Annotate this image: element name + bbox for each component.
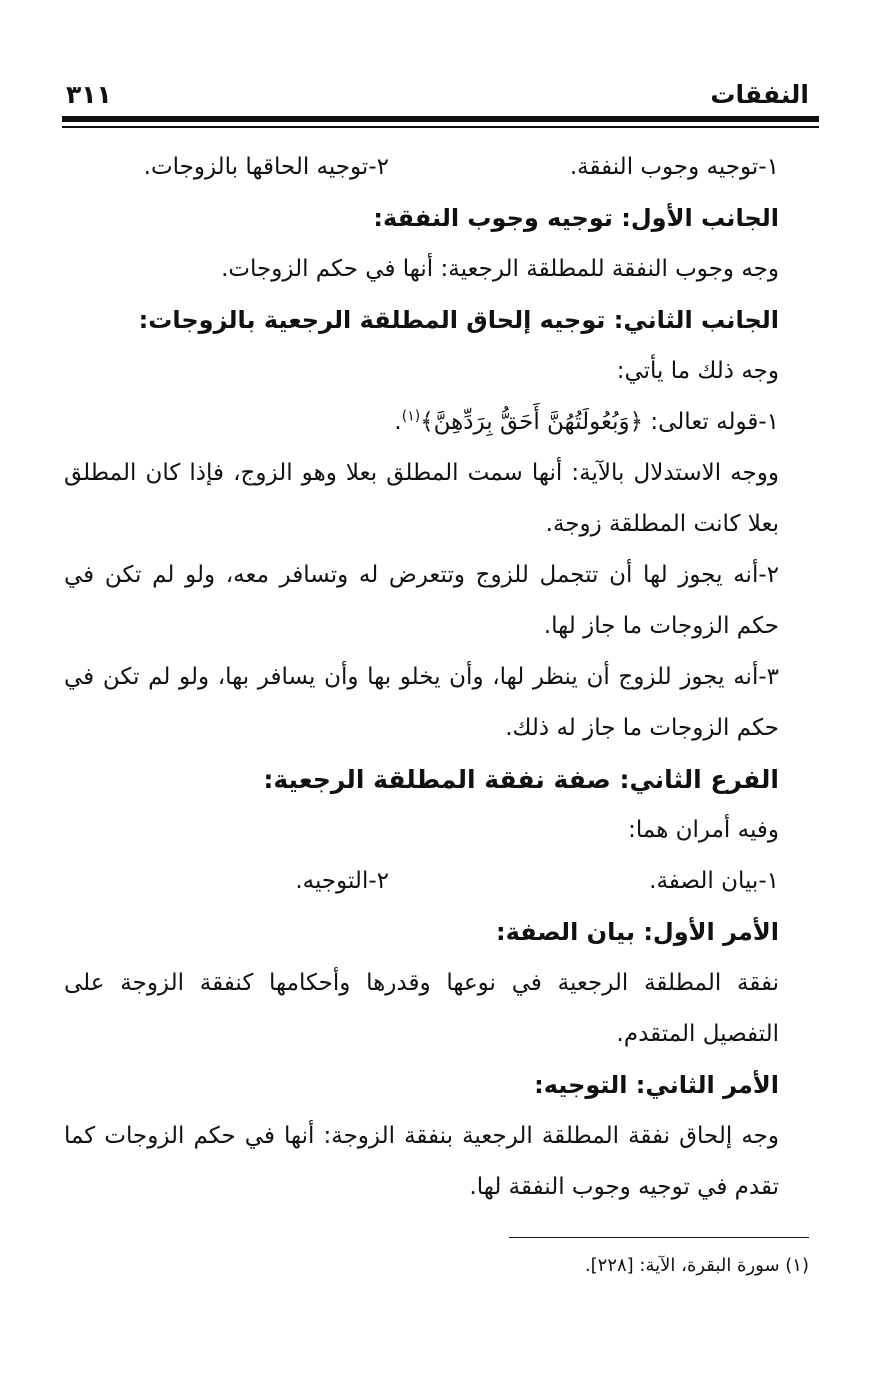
- header-rule-thin: [62, 126, 819, 128]
- pair-item: ٢-التوجيه.: [295, 868, 389, 894]
- punctuation: .: [394, 409, 402, 435]
- footnote-separator: [509, 1237, 809, 1238]
- subsection-heading: الفرع الثاني: صفة نفقة المطلقة الرجعية:: [263, 765, 779, 794]
- paragraph: وجه إلحاق نفقة المطلقة الرجعية بنفقة الزوجة: أنها في حكم الزوجات كما تقدم في توجيه وجوب النفقة لها.: [64, 1123, 779, 1200]
- main-text: [64, 142, 819, 1213]
- pair-item: ١-توجيه وجوب النفقة.: [569, 154, 779, 180]
- pair-item: ٢-توجيه الحاقها بالزوجات.: [143, 154, 389, 180]
- quran-quote-line: [64, 397, 819, 448]
- section-heading: الجانب الأول: توجيه وجوب النفقة:: [373, 204, 779, 232]
- paragraph: ٢-أنه يجوز لها أن تتجمل للزوج وتتعرض له وتسافر معه، ولو لم تكن في حكم الزوجات ما جاز لها.: [64, 562, 779, 639]
- section-heading: الأمر الثاني: التوجيه:: [534, 1071, 779, 1099]
- page-number: ٣١١: [66, 80, 112, 109]
- paragraph: ووجه الاستدلال بالآية: أنها سمت المطلق بعلا وهو الزوج، فإذا كان المطلق بعلا كانت المطلقة زوجة.: [64, 460, 779, 537]
- section-heading: الأمر الأول: بيان الصفة:: [495, 918, 779, 946]
- numbered-pair-2: [64, 856, 819, 907]
- text-line: وجه ذلك ما يأتي:: [616, 358, 779, 384]
- text-line: وجه وجوب النفقة للمطلقة الرجعية: أنها في حكم الزوجات.: [221, 256, 779, 282]
- footnote: (١) سورة البقرة، الآية: [٢٢٨].: [584, 1255, 809, 1276]
- header-rule-thick: [62, 116, 819, 122]
- text-line: وفيه أمران هما:: [628, 817, 779, 843]
- quran-quote: ١-قوله تعالى: ﴿وَبُعُولَتُهُنَّ أَحَقُّ بِرَدِّهِنَّ﴾: [420, 409, 779, 435]
- footnote-reference: (١): [401, 408, 421, 425]
- paragraph: ٣-أنه يجوز للزوج أن ينظر لها، وأن يخلو بها وأن يسافر بها، ولو لم تكن في حكم الزوجات ما جاز له ذلك.: [64, 664, 779, 741]
- numbered-pair-1: [64, 142, 819, 193]
- running-header-title: النفقات: [710, 80, 809, 109]
- pair-item: ١-بيان الصفة.: [649, 868, 779, 894]
- section-heading: الجانب الثاني: توجيه إلحاق المطلقة الرجعية بالزوجات:: [138, 306, 779, 334]
- paragraph: نفقة المطلقة الرجعية في نوعها وقدرها وأحكامها كنفقة الزوجة على التفصيل المتقدم.: [64, 970, 779, 1047]
